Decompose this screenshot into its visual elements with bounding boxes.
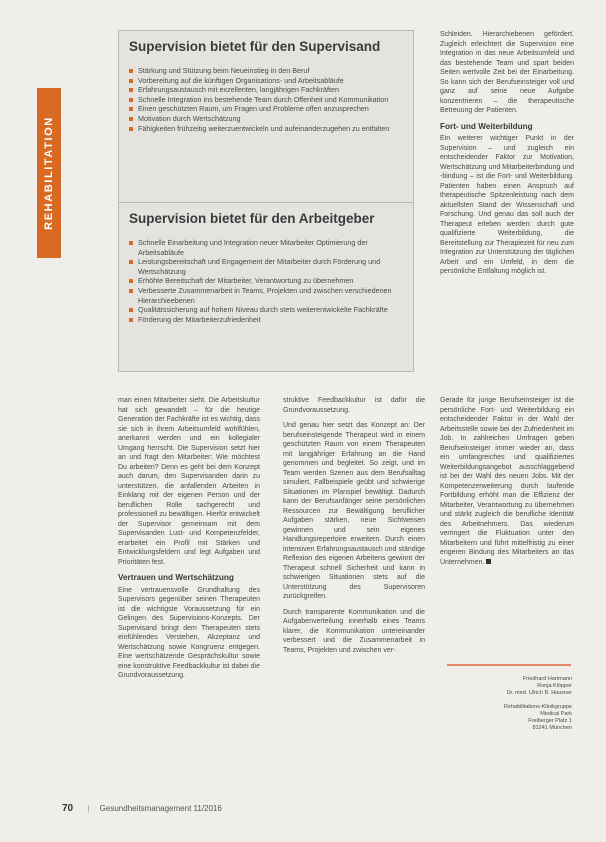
- list-item: Erfahrungsaustausch mit exzellenten, langjährigen Fachkräften: [129, 85, 403, 95]
- list-item: Einen geschützten Raum, um Fragen und Probleme offen anzusprechen: [129, 104, 403, 114]
- author-name: Friedhard Hartmann: [522, 676, 572, 682]
- footer-separator: |: [87, 804, 90, 813]
- end-mark-icon: [486, 559, 491, 564]
- list-item: Vorbereitung auf die künftigen Organisations- und Arbeitsabläufe: [129, 76, 403, 86]
- supervisand-benefits-box: [118, 30, 414, 206]
- paragraph: man einen Mitarbeiter sieht. Die Arbeitskultur hat sich gewandelt – für die heutige Generation der Fachkräfte ist es wichtig, dass sie sich in ihrem Arbeitsumfeld wohlfühlen, anerkannt werden und ein kollegialer Umgang herrscht. Die Supervision setzt hier an und fragt den Mitarbeiter: Wie möchtest Du arbeiten? Denn es geht bei dem Konzept auch darum, den Supervisanden darin zu unterstützen, die anfallenden Arbeiten in Einklang mit der eigenen Person und der beruflichen Rolle sachgerecht und professionell zu bewältigen. Hierfür entwickelt der Supervisor gemeinsam mit dem Supervisanden Lust- und Kompetenzfelder, erarbeitet ein Profil mit Stärken und Entwicklungsfeldern und legt Aufgaben und Prioritäten fest.: [118, 397, 260, 566]
- paragraph: Durch transparente Kommunikation und die Aufgabenverteilung innerhalb eines Teams klarer, die Kommunikation untereinander verbessert und die Zusammenarbeit in Teams, Projekten und zwischen ver-: [283, 608, 425, 654]
- section-tab: [37, 88, 61, 258]
- box-title: Supervision bietet für den Supervisand: [129, 39, 381, 54]
- list-item: Motivation durch Wertschätzung: [129, 114, 403, 124]
- employer-benefits-box: [118, 202, 414, 372]
- paragraph: Gerade für junge Berufseinsteiger ist die persönliche Fort- und Weiterbildung ein entscheidender Faktor in der Wahl der Arbeitsstelle sowie bei der Zufriedenheit im Job. In zahlreichen Umfragen geben Berufseinsteiger immer wieder an, dass ein umfangreiches und qualifiziertes Weiterbildungsangebot ausschlaggebend ist bei der Wahl des neuen Jobs. Mit der Kompetenzerweiterung durch laufende Fortbildung erhöht man die Effizienz der Mitarbeiter, Verantwortung zu übernehmen und stärkt zugleich die berufliche Identität des Arbeitnehmers. Das wiederum verringert die Fluktuation unter den Mitarbeitern und führt mittelfristig zu einer engeren Bindung des Mitarbeiters an das Unternehmen.: [440, 397, 574, 566]
- organization-line: Freiberger Platz 1: [528, 718, 572, 725]
- section-label: REHABILITATION: [43, 116, 55, 230]
- benefits-list: [129, 66, 403, 133]
- paragraph: Schleiden. Hierarchiebenen gefördert. Zugleich erleichtert die Supervision eine Integration in das neue Arbeitsumfeld und das bestehende Team und spart beiden Seiten wertvolle Zeit bei der Einarbeitung. So kann sich der Berufseinsteiger voll und ganz auf seine neue Aufgabe konzentrieren – die therapeutische Betreuung der Patienten.: [440, 31, 574, 114]
- subheading: Vertrauen und Wertschätzung: [118, 573, 234, 582]
- organization-line: 81241 München: [532, 725, 572, 732]
- organization-line: Rehabilitations-Klinikgruppe: [503, 703, 572, 710]
- paragraph: Und genau hier setzt das Konzept an: Der berufseinsteigende Therapeut wird in einem geschützten Raum von einem Therapeuten mit langjähriger Erfahrung an die Hand genommen und begleitet. So zeigt, und im Team werden Szenen aus dem Berufsalltag simuliert, Fallbeispiele geübt und schwierige Situationen im Planspiel bewältigt. Dadurch kann der Berufsanfänger seine persönlichen Ressourcen zur Bewältigung beruflicher Aufgaben stärken, neue Sichtweisen gewinnen und sein eigenes Handlungsrepertoire erweitern. Durch einen intensiven Erfahrungsaustausch und ständige Reflexion des eigenen Arbeitens gewinnt der Therapeut schnell Sicherheit und kann in schwierigen Situationen stets auf die Unterstützung des Supervisoren zurückgreifen.: [283, 422, 425, 600]
- box-title: Supervision bietet für den Arbeitgeber: [129, 211, 375, 226]
- middle-column: [283, 396, 425, 794]
- organization-line: Medical Park: [540, 710, 572, 717]
- list-item: Schnelle Integration ins bestehende Team durch Offenheit und Kommunikation: [129, 95, 403, 105]
- paragraph: Ein weiterer wichtiger Punkt in der Supervision – und zugleich ein entscheidender Faktor zur Motivation, Wertschätzung und Mitarbeiterbindung und -bindung – ist die Fort- und Weiterbildung. Patienten haben einen Anspruch auf therapeutische Spitzenleistung nach dem aktuellsten Stand der Wissenschaft und Forschung. Und genau das soll auch der Therapeut erleben werden: durch gute qualifizierte Weiterbildung, die Bereitstellung zur Therapiezeit für neu zum Integration zur Unterstützung der täglichen Arbeit und ein Umfeld, in dem die persönliche Entfaltung möglich ist.: [440, 135, 574, 275]
- author-name: Ronja Klöpper: [537, 683, 572, 690]
- list-item: Verbesserte Zusammenarbeit in Teams, Projekten und zwischen verschiedenen Hierarchieebenen: [129, 286, 403, 305]
- benefits-list: [129, 238, 403, 324]
- page-footer: [62, 803, 222, 814]
- paragraph: Eine vertrauensvolle Grundhaltung des Supervisors gegenüber seinen Therapeuten ist die wichtigste Voraussetzung für ein Gelingen des Supervisions-Konzepts. Der Supervisand bringt dem Therapeuten stets einfühlendes Verstehen, Akzeptanz und Wertschätzung sowie Kongruenz entgegen. Eine wertschätzende Gesprächskultur sowie eine konstruktive Feedbackkultur ist dabei die Grundvoraussetzung.: [118, 586, 260, 679]
- author-credits: [430, 676, 572, 732]
- list-item: Leistungsbereitschaft und Engagement der Mitarbeiter durch Förderung und Wertschätzung: [129, 257, 403, 276]
- right-column-lower: [440, 396, 574, 658]
- list-item: Erhöhte Bereitschaft der Mitarbeiter, Verantwortung zu übernehmen: [129, 276, 403, 286]
- list-item: Fähigkeiten frühzeitig weiterzuentwickeln und aufeinanderzugehen zu entfalten: [129, 124, 403, 134]
- right-column-upper: [440, 30, 574, 390]
- publication-source: Gesundheitsmanagement 11/2016: [99, 804, 222, 813]
- list-item: Förderung der Mitarbeiterzufriedenheit: [129, 315, 403, 325]
- divider: [447, 664, 571, 666]
- paragraph: struktive Feedbackkultur ist dafür die Grundvoraussetzung.: [283, 397, 425, 414]
- left-column: [118, 396, 260, 794]
- list-item: Stärkung und Stützung beim Neueinstieg in den Beruf: [129, 66, 403, 76]
- page-number: 70: [62, 803, 74, 814]
- list-item: Qualitätssicherung auf hohem Niveau durch stets weiterentwickelte Fachkräfte: [129, 305, 403, 315]
- author-name: Dr. med. Ulrich B. Hausner: [506, 690, 572, 697]
- list-item: Schnelle Einarbeitung und Integration neuer Mitarbeiter Optimierung der Arbeitsabläufe: [129, 238, 403, 257]
- subheading: Fort- und Weiterbildung: [440, 121, 533, 131]
